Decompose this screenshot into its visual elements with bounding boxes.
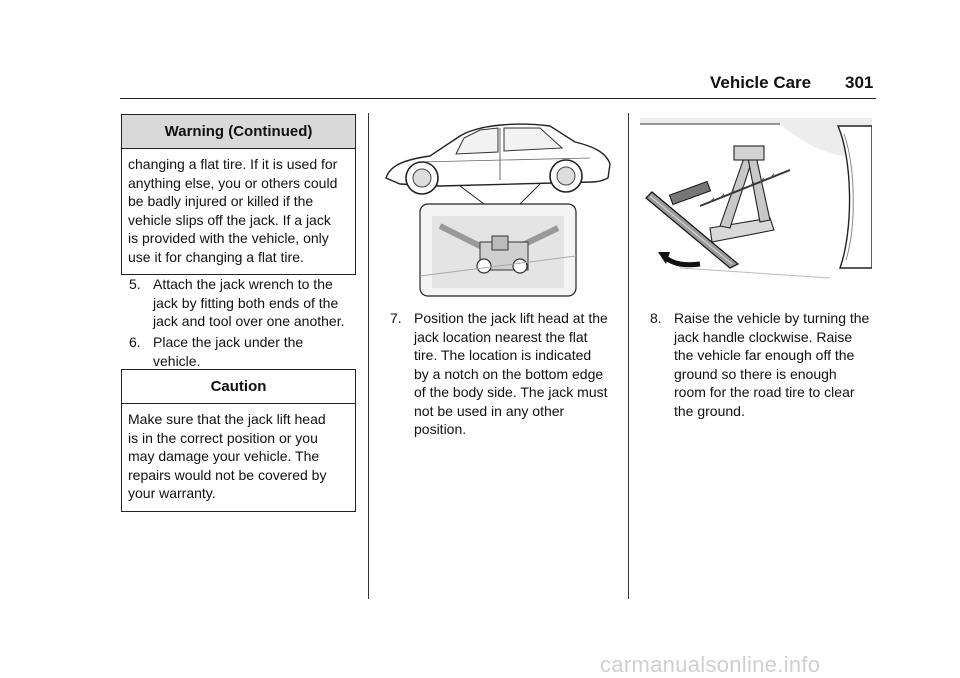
warning-title: Warning (Continued) [122, 115, 355, 149]
caution-box [121, 369, 356, 512]
step-number: 6. [129, 334, 141, 350]
step-line: Place the jack under the [153, 334, 304, 350]
step-line: jack location nearest the flat [414, 328, 588, 345]
step-line: vehicle. [153, 352, 201, 369]
step-line: room for the road tire to clear [674, 384, 855, 400]
caution-line: may damage your vehicle. The [128, 448, 320, 464]
column-divider-1 [368, 113, 369, 599]
step-line: position. [414, 421, 467, 437]
step-line: jack and tool over one another. [153, 313, 345, 329]
warning-line: be badly injured or killed if the [128, 193, 314, 209]
caution-body [122, 404, 355, 511]
caution-line: Make sure that the jack lift head [128, 411, 326, 427]
step-number: 8. [650, 310, 662, 326]
step-line: of the body side. The jack must [414, 384, 608, 400]
step-line: ground so there is enough [674, 365, 837, 382]
warning-line: is provided with the vehicle, only [128, 230, 329, 246]
header-rule [120, 98, 876, 99]
step-line: not be used in any other [414, 402, 565, 419]
step-number: 7. [390, 310, 402, 326]
step-line: Position the jack lift head at the [414, 310, 608, 326]
warning-line: use it for changing a flat tire. [128, 248, 304, 265]
scissor-jack-figure [640, 118, 872, 290]
step-line: jack handle clockwise. Raise [674, 328, 853, 345]
watermark-text: carmanualsonline.info [600, 652, 821, 677]
step-7 [390, 309, 625, 439]
warning-line: changing a flat tire. If it is used for [128, 156, 338, 172]
warning-box [121, 114, 356, 275]
step-line: the ground. [674, 402, 745, 419]
caution-title: Caution [122, 370, 355, 404]
step-line: the vehicle far enough off the [674, 347, 855, 363]
step-5 [129, 275, 359, 331]
warning-body [122, 149, 355, 274]
page-number: 301 [845, 73, 874, 92]
step-line: jack by fitting both ends of the [153, 294, 339, 311]
step-line: Raise the vehicle by turning the [674, 310, 870, 326]
caution-line: repairs would not be covered by [128, 466, 327, 483]
warning-line: vehicle slips off the jack. If a jack [128, 211, 331, 228]
caution-line: is in the correct position or you [128, 429, 318, 446]
step-6 [129, 333, 359, 370]
warning-line: anything else, you or others could [128, 174, 338, 191]
step-line: Attach the jack wrench to the [153, 276, 333, 292]
column-divider-2 [628, 113, 629, 599]
header-section-title: Vehicle Care [710, 73, 812, 92]
step-line: by a notch on the bottom edge [414, 365, 604, 382]
caution-line: your warranty. [128, 485, 216, 501]
step-line: tire. The location is indicated [414, 347, 592, 363]
step-number: 5. [129, 276, 141, 292]
step-8 [650, 309, 885, 420]
car-jack-location-figure [380, 116, 615, 298]
